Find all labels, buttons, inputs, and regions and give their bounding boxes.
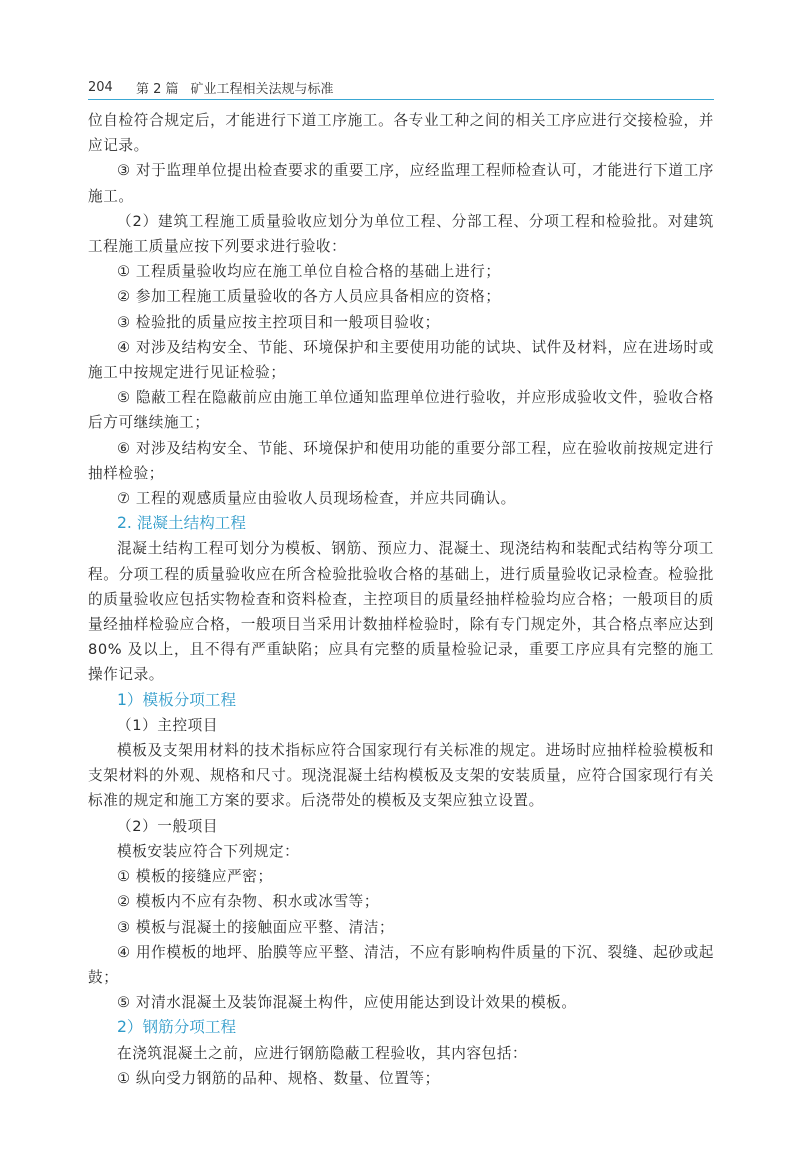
paragraph: 位自检符合规定后，才能进行下道工序施工。各专业工种之间的相关工序应进行交接检验，并应记录。 <box>88 112 714 155</box>
paragraph: 在浇筑混凝土之前，应进行钢筋隐蔽工程验收，其内容包括： <box>117 1044 528 1062</box>
section-heading: 2. 混凝土结构工程 <box>117 514 246 533</box>
section-heading: 2）钢筋分项工程 <box>117 1018 237 1037</box>
paragraph: ② 模板内不应有杂物、积水或冰雪等； <box>117 893 380 911</box>
body-text <box>88 108 714 1091</box>
part-label: 第 2 篇 <box>136 81 179 97</box>
page-header <box>88 76 714 98</box>
header-rule <box>88 99 714 100</box>
paragraph: 模板及支架用材料的技术指标应符合国家现行有关标准的规定。进场时应抽样检验模板和支架材料的外观、规格和尺寸。现浇混凝土结构模板及支架的安装质量，应符合国家现行有关标准的规定和施工方案的要求。后浇带处的模板及支架应独立设置。 <box>88 742 714 810</box>
paragraph: ④ 对涉及结构安全、节能、环境保护和主要使用功能的试块、试件及材料，应在进场时或施工中按规定进行见证检验； <box>88 338 714 382</box>
paragraph: ① 模板的接缝应严密； <box>117 868 273 886</box>
paragraph: ③ 检验批的质量应按主控项目和一般项目验收； <box>117 313 440 331</box>
paragraph: ⑦ 工程的观感质量应由验收人员现场检查，并应共同确认。 <box>117 490 516 508</box>
page-number: 204 <box>88 79 113 95</box>
paragraph: 混凝土结构工程可划分为模板、钢筋、预应力、混凝土、现浇结构和装配式结构等分项工程。分项工程的质量验收应在所含检验批验收合格的基础上，进行质量验收记录检查。检验批的质量验收应包括实物检查和资料检查，主控项目的质量经抽样检验均应合格；一般项目的质量经抽样检验应合格，一般项目当采用计数抽样检验时，除有专门规定外，其合格点率应达到 80% 及以上，且不得有严重缺陷；应具有完整的质量检验记录，重要工序应具有完整的施工操作记录。 <box>88 540 714 684</box>
paragraph: ③ 对于监理单位提出检查要求的重要工序，应经监理工程师检查认可，才能进行下道工序施工。 <box>88 162 714 205</box>
paragraph: ⑥ 对涉及结构安全、节能、环境保护和使用功能的重要分部工程，应在验收前按规定进行抽样检验； <box>88 439 714 482</box>
paragraph: （1）主控项目 <box>117 716 219 734</box>
section-heading: 1）模板分项工程 <box>117 690 237 709</box>
paragraph: ③ 模板与混凝土的接触面应平整、清洁； <box>117 918 395 936</box>
paragraph: （2）一般项目 <box>117 817 219 835</box>
paragraph: ② 参加工程施工质量验收的各方人员应具备相应的资格； <box>117 288 501 306</box>
paragraph: ④ 用作模板的地坪、胎膜等应平整、清洁，不应有影响构件质量的下沉、裂缝、起砂或起鼓； <box>88 943 714 986</box>
paragraph: ⑤ 对清水混凝土及装饰混凝土构件，应使用能达到设计效果的模板。 <box>117 994 577 1012</box>
paragraph: ① 纵向受力钢筋的品种、规格、数量、位置等； <box>117 1069 440 1087</box>
chapter-title: 矿业工程相关法规与标准 <box>190 81 334 97</box>
paragraph: 模板安装应符合下列规定： <box>117 842 300 860</box>
paragraph: ⑤ 隐蔽工程在隐蔽前应由施工单位通知监理单位进行验收，并应形成验收文件，验收合格后方可继续施工； <box>88 389 714 432</box>
paragraph: ① 工程质量验收均应在施工单位自检合格的基础上进行； <box>117 263 501 281</box>
paragraph: （2）建筑工程施工质量验收应划分为单位工程、分部工程、分项工程和检验批。对建筑工程施工质量应按下列要求进行验收： <box>88 212 714 256</box>
